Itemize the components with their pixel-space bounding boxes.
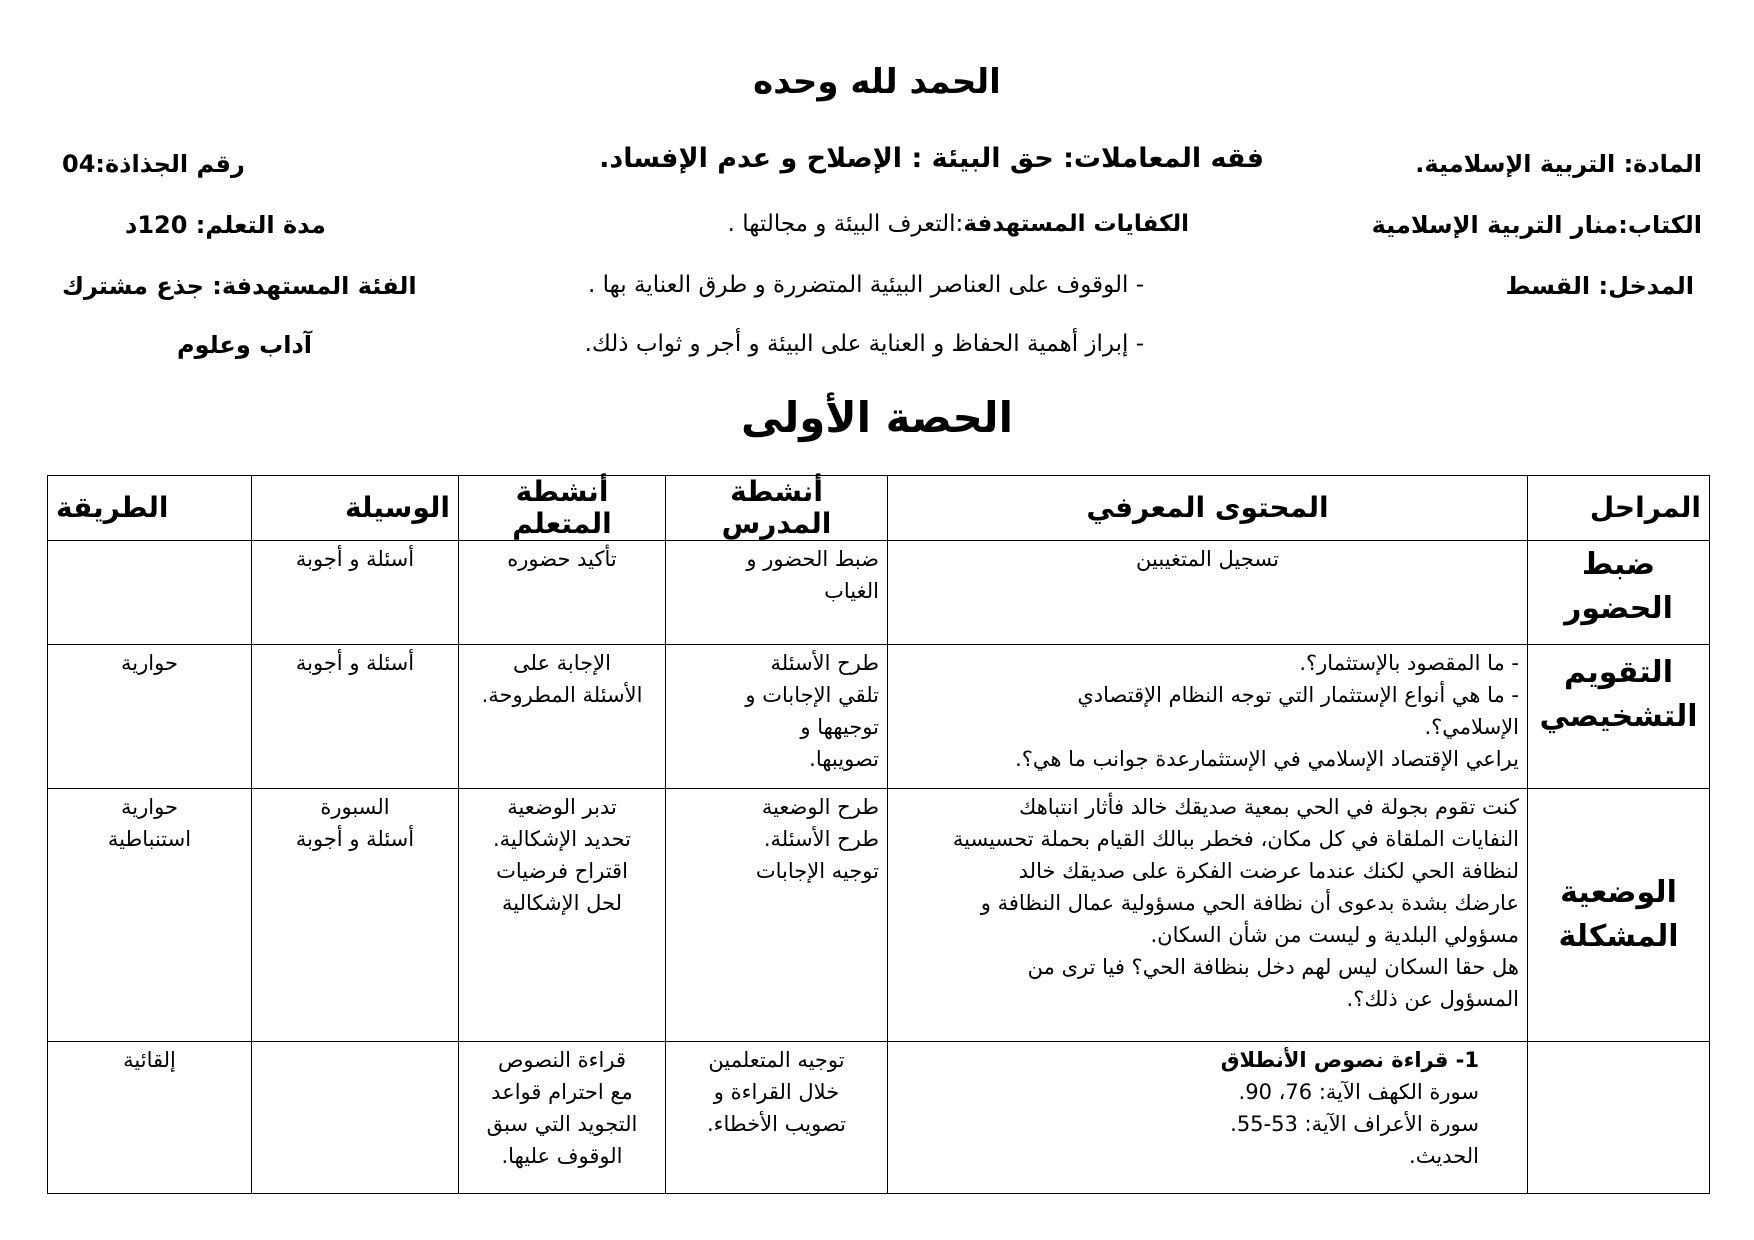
- teacher-line: طرح الأسئلة: [770, 651, 879, 675]
- card-number: رقم الجذاذة:04: [62, 150, 245, 178]
- content-line: عارضك بشدة بدعوى أن نظافة الحي مسؤولية عمال النظافة و: [980, 891, 1519, 915]
- teacher-line: توجيه المتعلمين: [708, 1048, 845, 1072]
- teacher-cell: [666, 541, 888, 645]
- table-row: [48, 541, 1710, 645]
- teacher-line: توجيهها و: [800, 715, 879, 739]
- learner-cell: [459, 1042, 666, 1194]
- teacher-line: ضبط الحضور و: [746, 547, 879, 571]
- table-row: [48, 1042, 1710, 1194]
- content-line: سورة الأعراف الآية: 53-55.: [1230, 1112, 1479, 1136]
- teacher-line: الغياب: [824, 579, 879, 603]
- means-cell: [252, 1042, 459, 1194]
- teacher-cell: [666, 645, 888, 789]
- teacher-line: تلقي الإجابات و: [745, 683, 879, 707]
- method-line: استنباطية: [107, 827, 192, 851]
- method-cell: [48, 789, 252, 1042]
- content-line: - ما هي أنواع الإستثمار التي توجه النظام الإقتصادي: [1077, 683, 1519, 707]
- header-stages: المراحل: [1528, 476, 1710, 541]
- book: الكتاب:منار التربية الإسلامية: [1371, 211, 1702, 239]
- content-cell: [888, 789, 1528, 1042]
- method-cell: [48, 541, 252, 645]
- learner-line: الوقوف عليها.: [501, 1144, 623, 1168]
- lesson-plan-table: [47, 475, 1710, 1194]
- session-title: الحصة الأولى: [741, 393, 1013, 442]
- competency-2: - الوقوف على العناصر البيئية المتضررة و طرق العناية بها .: [588, 272, 1144, 298]
- content-line: سورة الكهف الآية: 76، 90.: [1238, 1080, 1479, 1104]
- teacher-line: توجيه الإجابات: [755, 859, 879, 883]
- content-cell: [888, 645, 1528, 789]
- content-line: النفايات الملقاة في كل مكان، فخطر ببالك القيام بحملة تحسيسية: [952, 827, 1519, 851]
- stage-cell: [1528, 1042, 1710, 1194]
- lesson-title: فقه المعاملات: حق البيئة : الإصلاح و عدم الإفساد.: [599, 143, 1264, 174]
- means-cell: [252, 789, 459, 1042]
- learner-line: تحديد الإشكالية.: [492, 827, 632, 851]
- target-group: الفئة المستهدفة: جذع مشترك: [62, 272, 417, 300]
- content-line: تسجيل المتغيبين: [1136, 547, 1279, 571]
- learner-line: الأسئلة المطروحة.: [481, 683, 643, 707]
- header-learner: أنشطة المتعلم: [459, 476, 666, 541]
- learner-line: تدبر الوضعية: [507, 795, 617, 819]
- teacher-line: طرح الأسئلة.: [763, 827, 879, 851]
- content-line: الحديث.: [1409, 1144, 1479, 1168]
- method-cell: [48, 645, 252, 789]
- content-cell: [888, 541, 1528, 645]
- content-line: يراعي الإقتصاد الإسلامي في الإستثمارعدة جوانب ما هي؟.: [1015, 747, 1519, 771]
- content-heading: 1- قراءة نصوص الأنطلاق: [1220, 1048, 1479, 1072]
- table-row: [48, 645, 1710, 789]
- content-line: لنظافة الحي لكنك عندما عرضت الفكرة على صديقك خالد: [1018, 859, 1519, 883]
- means-line: أسئلة و أجوبة: [295, 651, 415, 675]
- stage-cell: التقويم التشخيصي: [1528, 645, 1710, 789]
- means-line: أسئلة و أجوبة: [295, 827, 415, 851]
- method-cell: [48, 1042, 252, 1194]
- content-line: كنت تقوم بجولة في الحي بمعية صديقك خالد فأثار انتباهك: [1019, 795, 1519, 819]
- stage-cell: ضبط الحضور: [1528, 541, 1710, 645]
- content-line: مسؤولي البلدية و ليست من شأن السكان.: [1150, 923, 1519, 947]
- page-title: الحمد لله وحده: [753, 62, 1001, 102]
- competency-1: :التعرف البيئة و مجالتها .: [727, 211, 964, 237]
- competency-3: - إبراز أهمية الحفاظ و العناية على البيئة و أجر و ثواب ذلك.: [584, 331, 1144, 357]
- learner-line: الإجابة على: [513, 651, 611, 675]
- header-means: الوسيلة: [252, 476, 459, 541]
- content-line: هل حقا السكان ليس لهم دخل بنظافة الحي؟ فيا ترى من: [1027, 955, 1519, 979]
- target-group-2: آداب وعلوم: [177, 331, 312, 359]
- means-line: أسئلة و أجوبة: [295, 547, 415, 571]
- learner-cell: [459, 541, 666, 645]
- learner-line: تأكيد حضوره: [507, 547, 617, 571]
- means-line: السبورة: [320, 795, 390, 819]
- competencies: [728, 211, 1189, 237]
- content-cell: [888, 1042, 1528, 1194]
- content-line: المسؤول عن ذلك؟.: [1346, 987, 1519, 1011]
- teacher-line: خلال القراءة و: [713, 1080, 840, 1104]
- teacher-cell: [666, 789, 888, 1042]
- method-line: حوارية: [121, 651, 178, 675]
- stage-cell: الوضعية المشكلة: [1528, 789, 1710, 1042]
- teacher-line: تصويبها.: [809, 747, 879, 771]
- learner-line: قراءة النصوص: [497, 1048, 627, 1072]
- header-teacher: أنشطة المدرس: [666, 476, 888, 541]
- duration: مدة التعلم: 120د: [125, 211, 326, 239]
- table-row: [48, 789, 1710, 1042]
- learner-cell: [459, 645, 666, 789]
- content-line: - ما المقصود بالإستثمار؟.: [1299, 651, 1519, 675]
- subject: المادة: التربية الإسلامية.: [1415, 150, 1702, 178]
- header-content: المحتوى المعرفي: [888, 476, 1528, 541]
- teacher-cell: [666, 1042, 888, 1194]
- learner-line: التجويد التي سبق: [486, 1112, 638, 1136]
- means-cell: [252, 541, 459, 645]
- method-line: حوارية: [121, 795, 178, 819]
- means-cell: [252, 645, 459, 789]
- table-header-row: [48, 476, 1710, 541]
- header-method: الطريقة: [48, 476, 252, 541]
- learner-cell: [459, 789, 666, 1042]
- teacher-line: تصويب الأخطاء.: [706, 1112, 846, 1136]
- method-line: إلقائية: [123, 1048, 176, 1072]
- competencies-label: الكفايات المستهدفة: [963, 211, 1189, 237]
- learner-line: لحل الإشكالية: [502, 891, 622, 915]
- content-line: الإسلامي؟.: [1424, 715, 1519, 739]
- learner-line: مع احترام قواعد: [491, 1080, 633, 1104]
- teacher-line: طرح الوضعية: [761, 795, 879, 819]
- learner-line: اقتراح فرضيات: [496, 859, 628, 883]
- entry: المدخل: القسط: [1505, 272, 1694, 300]
